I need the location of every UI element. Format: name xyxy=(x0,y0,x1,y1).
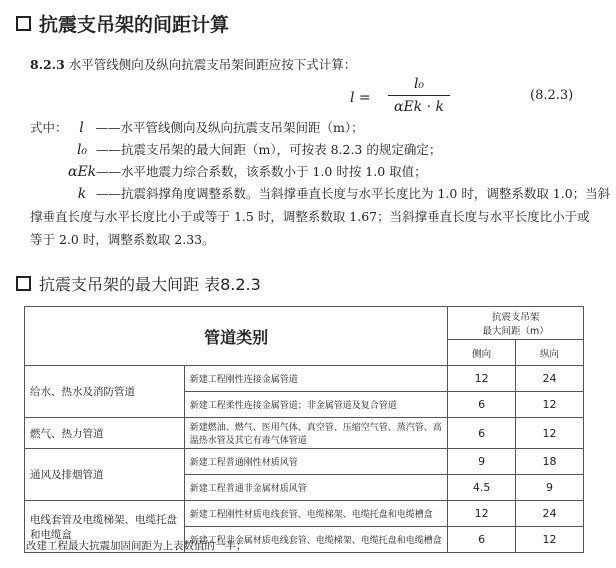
definition-line-2 xyxy=(68,140,441,158)
header-lateral: 侧向 xyxy=(448,340,516,366)
category-cell: 燃气、热力管道 xyxy=(25,418,185,449)
category-cell: 通风及排烟管道 xyxy=(25,449,185,501)
description-cell: 新建工程刚性连接金属管道 xyxy=(184,366,447,392)
description-cell: 新建工程柔性连接金属管道；非金属管道及复合管道 xyxy=(184,392,447,418)
checkbox-square-icon xyxy=(16,16,31,31)
category-cell: 电线套管及电缆梯架、电缆托盘和电缆盒 xyxy=(25,501,185,553)
definition-text: ——抗震斜撑角度调整系数。当斜撑垂直长度与水平长度比为 1.0 时，调整系数取 1.0；当斜 xyxy=(96,186,611,201)
symbol: k xyxy=(77,186,87,202)
definition-text: ——水平管线侧向及纵向抗震支吊架间距（m）； xyxy=(95,120,364,135)
lateral-cell: 6 xyxy=(448,418,516,449)
footnote: 改建工程最大抗震加固间距为上表数值的一半； xyxy=(26,540,247,552)
longitudinal-cell: 12 xyxy=(516,527,584,553)
description-cell: 新建工程非金属材质电线套管、电缆梯架、电缆托盘和电缆槽盒 xyxy=(184,527,447,553)
lateral-cell: 6 xyxy=(448,527,516,553)
description-cell: 新建工程普通刚性材质风管 xyxy=(184,449,447,475)
description-cell: 新建工程普通非金属材质风管 xyxy=(184,475,447,501)
definition-continuation-2: 等于 2.0 时，调整系数取 2.33。 xyxy=(30,232,215,247)
symbol: l₀ xyxy=(76,142,88,158)
formula-numerator: l₀ xyxy=(388,76,450,96)
definition-line-1 xyxy=(30,118,364,136)
definitions-prefix: 式中： xyxy=(30,120,68,135)
longitudinal-cell: 12 xyxy=(516,418,584,449)
symbol: αEk xyxy=(68,164,97,180)
definition-line-4 xyxy=(68,184,610,202)
table-title-text: 抗震支吊架的最大间距 表8.2.3 xyxy=(39,275,261,294)
definition-text: ——抗震支吊架的最大间距（m），可按表 8.2.3 的规定确定； xyxy=(96,142,442,157)
category-cell: 给水、热水及消防管道 xyxy=(25,366,185,418)
section-title-text: 抗震支吊架的间距计算 xyxy=(39,14,230,36)
header-longitudinal: 纵向 xyxy=(516,340,584,366)
lateral-cell: 12 xyxy=(448,501,516,527)
formula-denominator: αEk · k xyxy=(394,99,444,115)
clause-number: 8.2.3 xyxy=(30,57,65,72)
clause-body: 水平管线侧向及纵向抗震支吊架间距应按下式计算： xyxy=(68,57,357,72)
equation-number: (8.2.3) xyxy=(530,88,574,103)
header-max-spacing: 抗震支吊架 最大间距（m） xyxy=(448,307,584,340)
longitudinal-cell: 18 xyxy=(516,449,584,475)
spacing-table xyxy=(24,306,584,553)
longitudinal-cell: 9 xyxy=(516,475,584,501)
lateral-cell: 6 xyxy=(448,392,516,418)
lateral-cell: 12 xyxy=(448,366,516,392)
section-title xyxy=(16,10,229,37)
formula xyxy=(320,76,470,122)
longitudinal-cell: 24 xyxy=(516,501,584,527)
table-row xyxy=(25,418,584,449)
description-cell: 新建工程刚性材质电线套管、电缆梯架、电缆托盘和电缆槽盒 xyxy=(184,501,447,527)
lateral-cell: 9 xyxy=(448,449,516,475)
checkbox-square-icon xyxy=(16,276,31,291)
description-cell: 新建燃油、燃气、医用气体、真空管、压缩空气管、蒸汽管、高温热水管及其它有毒气体管道 xyxy=(184,418,447,449)
symbol: l xyxy=(79,120,84,136)
lateral-cell: 4.5 xyxy=(448,475,516,501)
definition-text: ——水平地震力综合系数，该系数小于 1.0 时按 1.0 取值； xyxy=(96,164,427,179)
header-category: 管道类别 xyxy=(25,307,448,366)
longitudinal-cell: 24 xyxy=(516,366,584,392)
formula-lhs: l = xyxy=(350,90,371,106)
longitudinal-cell: 12 xyxy=(516,392,584,418)
definition-line-3 xyxy=(68,162,427,180)
table-row xyxy=(25,366,584,392)
table-row xyxy=(25,449,584,475)
table-row xyxy=(25,501,584,527)
table-title xyxy=(16,272,261,295)
definition-continuation-1: 撑垂直长度与水平长度比小于或等于 1.5 时，调整系数取 1.67；当斜撑垂直长度与水平长度比小于或 xyxy=(30,209,590,224)
formula-fraction xyxy=(388,76,450,115)
clause-text xyxy=(30,55,356,73)
table-header-row xyxy=(25,307,584,340)
